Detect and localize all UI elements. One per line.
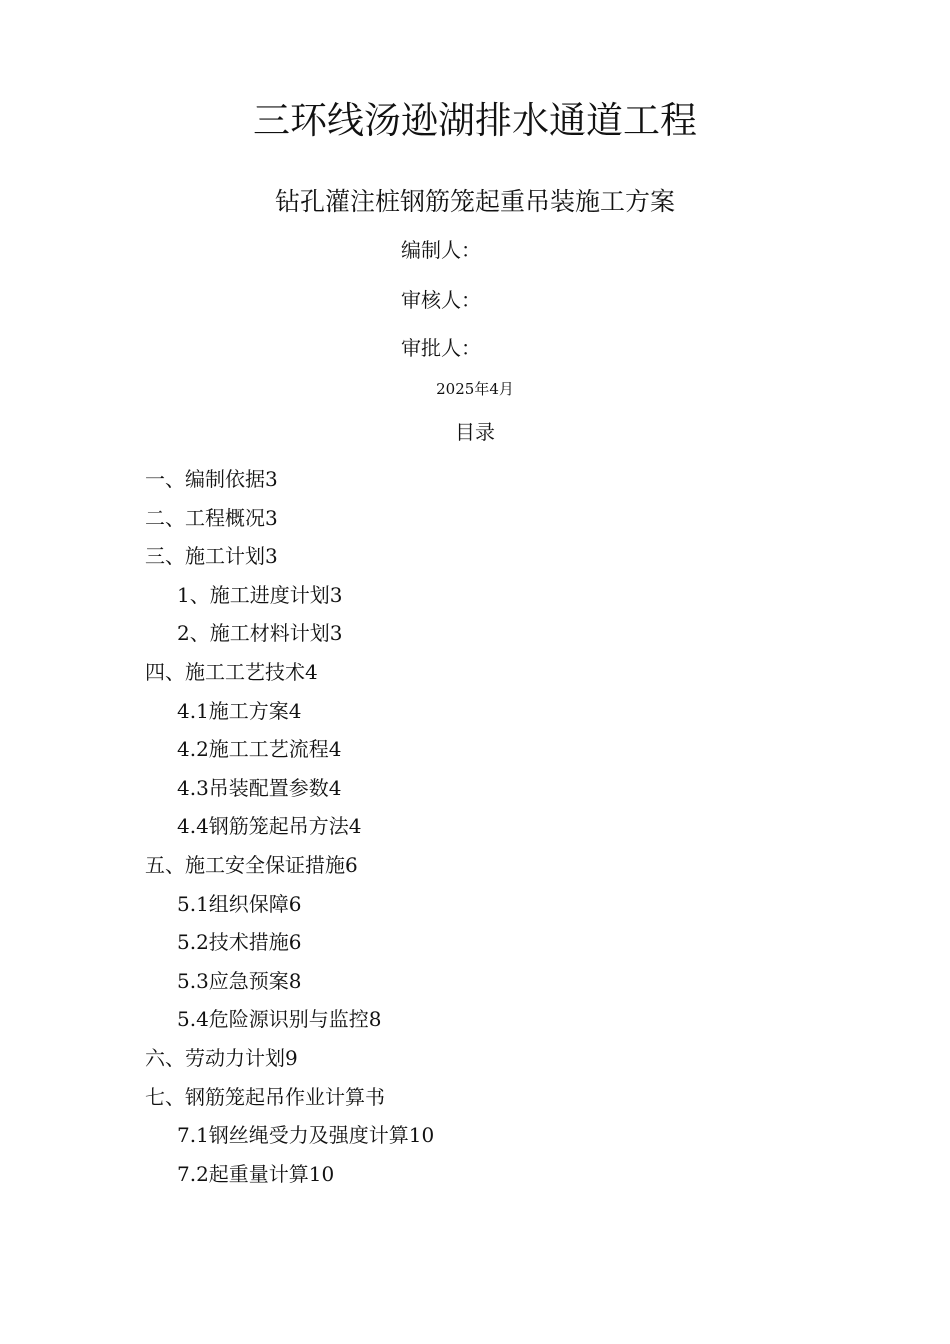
toc-entry[interactable]: 四、施工工艺技术4 xyxy=(145,659,318,684)
toc-subentry[interactable]: 7.2起重量计算10 xyxy=(177,1161,335,1186)
toc-entry[interactable]: 五、施工安全保证措施6 xyxy=(145,852,358,877)
toc-subentry[interactable]: 1、施工进度计划3 xyxy=(177,582,343,607)
toc-subentry[interactable]: 4.3吊装配置参数4 xyxy=(177,775,342,800)
table-of-contents xyxy=(0,463,950,1196)
toc-subentry[interactable]: 4.1施工方案4 xyxy=(177,698,302,723)
toc-subentry[interactable]: 7.1钢丝绳受力及强度计算10 xyxy=(177,1123,435,1148)
document-title: 三环线汤逊湖排水通道工程 xyxy=(253,99,697,142)
toc-entry[interactable]: 三、施工计划3 xyxy=(145,544,278,569)
toc-heading: 目录 xyxy=(455,420,495,444)
toc-entry[interactable]: 一、编制依据3 xyxy=(145,467,278,491)
document-subtitle: 钻孔灌注桩钢筋笼起重吊装施工方案 xyxy=(274,187,675,216)
toc-subentry[interactable]: 5.4危险源识别与监控8 xyxy=(177,1007,382,1032)
toc-subentry[interactable]: 4.4钢筋笼起吊方法4 xyxy=(177,814,362,839)
compiler-label: 编制人： xyxy=(401,238,481,262)
toc-entry[interactable]: 二、工程概况3 xyxy=(145,505,278,530)
reviewer-label: 审核人： xyxy=(401,288,481,312)
toc-entry[interactable]: 七、钢筋笼起吊作业计算书 xyxy=(145,1084,385,1109)
toc-entry[interactable]: 六、劳动力计划9 xyxy=(145,1045,298,1070)
approver-label: 审批人： xyxy=(401,336,481,360)
toc-subentry[interactable]: 2、施工材料计划3 xyxy=(177,621,343,646)
toc-subentry[interactable]: 5.1组织保障6 xyxy=(177,891,302,916)
toc-subentry[interactable]: 5.3应急预案8 xyxy=(177,968,302,993)
toc-subentry[interactable]: 4.2施工工艺流程4 xyxy=(177,737,342,762)
toc-subentry[interactable]: 5.2技术措施6 xyxy=(177,930,302,955)
document-date: 2025年4月 xyxy=(436,380,514,398)
